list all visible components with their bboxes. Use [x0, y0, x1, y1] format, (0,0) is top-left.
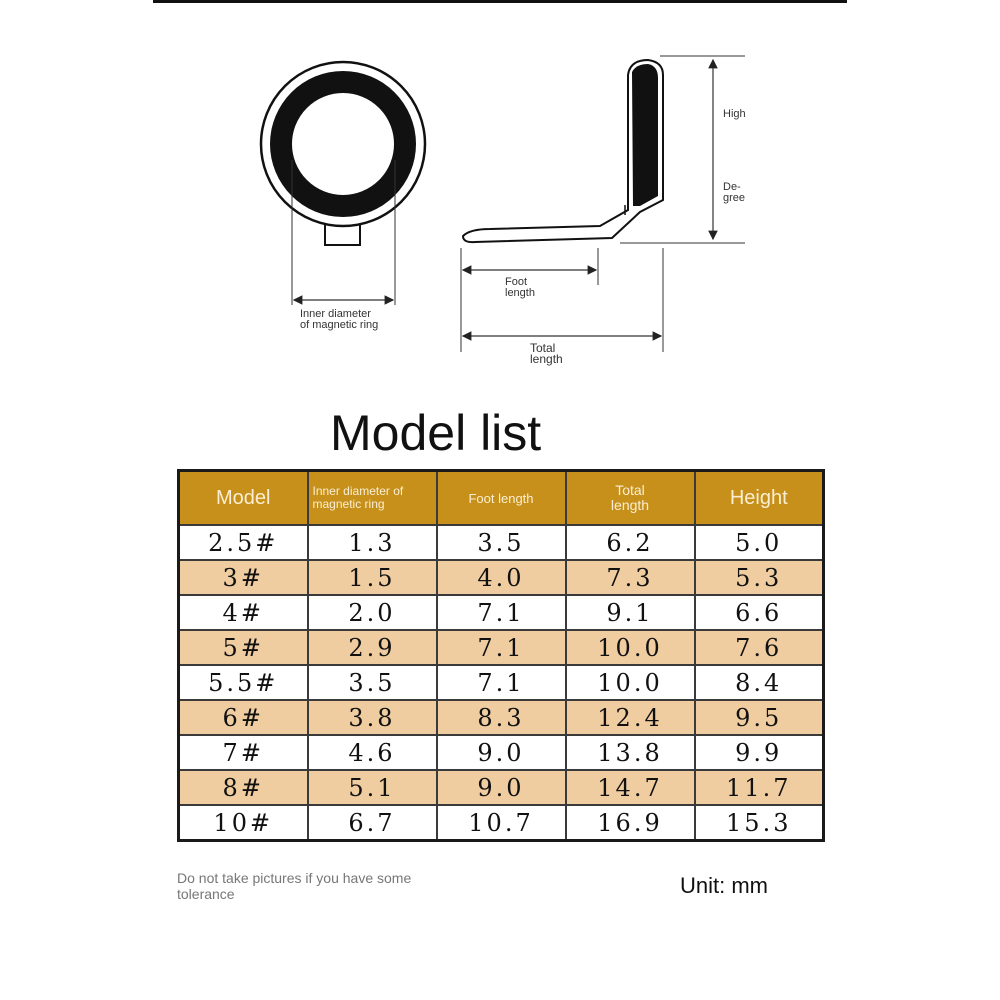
cell-inner-diameter: 2.9 — [308, 630, 437, 665]
cell-foot-length: 7.1 — [437, 595, 566, 630]
unit-label: Unit: mm — [680, 873, 768, 898]
cell-height: 15.3 — [695, 805, 824, 841]
table-row — [179, 525, 824, 560]
cell-total-length: 10.0 — [566, 665, 695, 700]
table-row — [179, 560, 824, 595]
cell-foot-length: 4.0 — [437, 560, 566, 595]
cell-height: 9.5 — [695, 700, 824, 735]
guide-ring-diagram — [0, 0, 1000, 400]
cell-height: 11.7 — [695, 770, 824, 805]
cell-height: 6.6 — [695, 595, 824, 630]
cell-model: 10# — [179, 805, 308, 841]
cell-inner-diameter: 5.1 — [308, 770, 437, 805]
cell-height: 5.3 — [695, 560, 824, 595]
cell-model: 2.5# — [179, 525, 308, 560]
cell-model: 7# — [179, 735, 308, 770]
total-length-label: Total length — [530, 341, 563, 366]
cell-foot-length: 7.1 — [437, 665, 566, 700]
cell-height: 5.0 — [695, 525, 824, 560]
table-row — [179, 735, 824, 770]
cell-height: 9.9 — [695, 735, 824, 770]
cell-inner-diameter: 6.7 — [308, 805, 437, 841]
cell-model: 4# — [179, 595, 308, 630]
header-height: Height — [695, 471, 824, 526]
cell-inner-diameter: 2.0 — [308, 595, 437, 630]
cell-total-length: 12.4 — [566, 700, 695, 735]
high-label: High — [723, 108, 746, 120]
cell-total-length: 7.3 — [566, 560, 695, 595]
cell-foot-length: 3.5 — [437, 525, 566, 560]
cell-inner-diameter: 1.3 — [308, 525, 437, 560]
table-row — [179, 595, 824, 630]
tolerance-note: Do not take pictures if you have some tolerance — [177, 870, 412, 902]
table-header-row — [179, 471, 824, 526]
page-title: Model list — [330, 405, 542, 461]
cell-total-length: 16.9 — [566, 805, 695, 841]
cell-foot-length: 10.7 — [437, 805, 566, 841]
table-row — [179, 700, 824, 735]
cell-inner-diameter: 1.5 — [308, 560, 437, 595]
cell-total-length: 14.7 — [566, 770, 695, 805]
cell-height: 7.6 — [695, 630, 824, 665]
cell-foot-length: 7.1 — [437, 630, 566, 665]
cell-height: 8.4 — [695, 665, 824, 700]
cell-foot-length: 9.0 — [437, 770, 566, 805]
cell-inner-diameter: 3.5 — [308, 665, 437, 700]
table-row — [179, 665, 824, 700]
cell-foot-length: 8.3 — [437, 700, 566, 735]
cell-model: 8# — [179, 770, 308, 805]
guide-side-view — [461, 56, 745, 352]
cell-total-length: 13.8 — [566, 735, 695, 770]
table-row — [179, 630, 824, 665]
header-total-length: Total length — [566, 471, 695, 526]
inner-diameter-label: Inner diameter of magnetic ring — [300, 308, 379, 331]
foot-length-label: Foot length — [505, 276, 535, 299]
cell-model: 6# — [179, 700, 308, 735]
cell-model: 3# — [179, 560, 308, 595]
cell-total-length: 9.1 — [566, 595, 695, 630]
header-foot-length: Foot length — [437, 471, 566, 526]
degree-label: De- gree — [723, 181, 746, 204]
cell-model: 5.5# — [179, 665, 308, 700]
cell-total-length: 10.0 — [566, 630, 695, 665]
cell-foot-length: 9.0 — [437, 735, 566, 770]
cell-total-length: 6.2 — [566, 525, 695, 560]
table-row — [179, 770, 824, 805]
cell-model: 5# — [179, 630, 308, 665]
cell-inner-diameter: 3.8 — [308, 700, 437, 735]
header-inner-diameter: Inner diameter of magnetic ring — [308, 471, 437, 526]
table-row — [179, 805, 824, 841]
header-model: Model — [179, 471, 308, 526]
model-table — [177, 469, 825, 842]
ring-front-view — [261, 62, 425, 305]
cell-inner-diameter: 4.6 — [308, 735, 437, 770]
